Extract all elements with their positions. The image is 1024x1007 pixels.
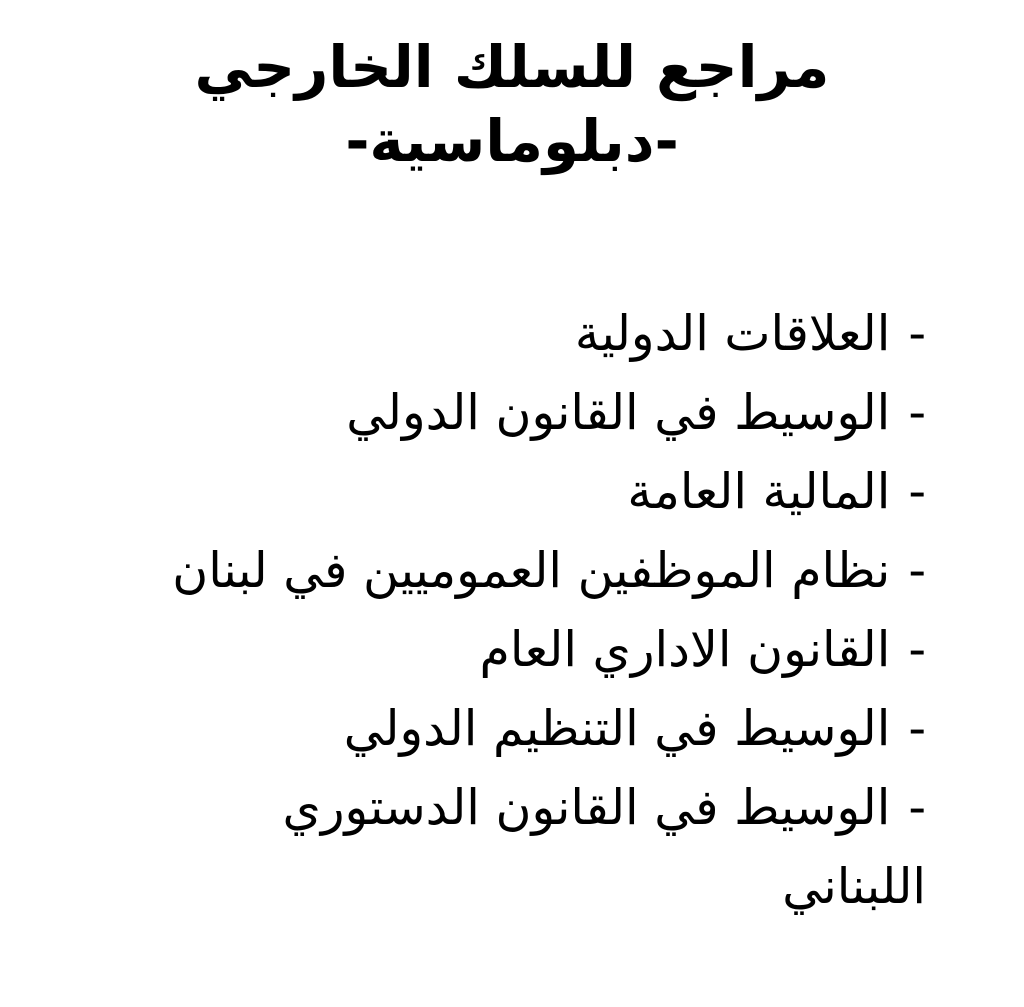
- list-item-text: الوسيط في القانون الدستوري: [282, 779, 891, 836]
- list-item: [26, 531, 926, 610]
- list-bullet: -: [908, 384, 926, 441]
- list-item-text: القانون الاداري العام: [479, 621, 891, 678]
- list-item-text: نظام الموظفين العموميين في لبنان: [172, 542, 891, 599]
- reference-list: [26, 294, 926, 926]
- list-item: [26, 768, 926, 847]
- list-item: [26, 452, 926, 531]
- list-item: [26, 610, 926, 689]
- list-bullet: -: [908, 621, 926, 678]
- list-item-text: العلاقات الدولية: [574, 305, 891, 362]
- list-item-text: الوسيط في التنظيم الدولي: [343, 700, 891, 757]
- list-item-continuation: اللبناني: [782, 858, 926, 915]
- list-bullet: -: [908, 305, 926, 362]
- list-bullet: -: [908, 700, 926, 757]
- list-item: [26, 294, 926, 373]
- list-bullet: -: [908, 779, 926, 836]
- list-item-text: المالية العامة: [627, 463, 891, 520]
- list-item-text: الوسيط في القانون الدولي: [346, 384, 891, 441]
- page-subtitle: -دبلوماسية-: [345, 107, 679, 175]
- list-item: [26, 689, 926, 768]
- list-item: [26, 373, 926, 452]
- page-title: مراجع للسلك الخارجي: [194, 33, 830, 101]
- list-bullet: -: [908, 463, 926, 520]
- list-bullet: -: [908, 542, 926, 599]
